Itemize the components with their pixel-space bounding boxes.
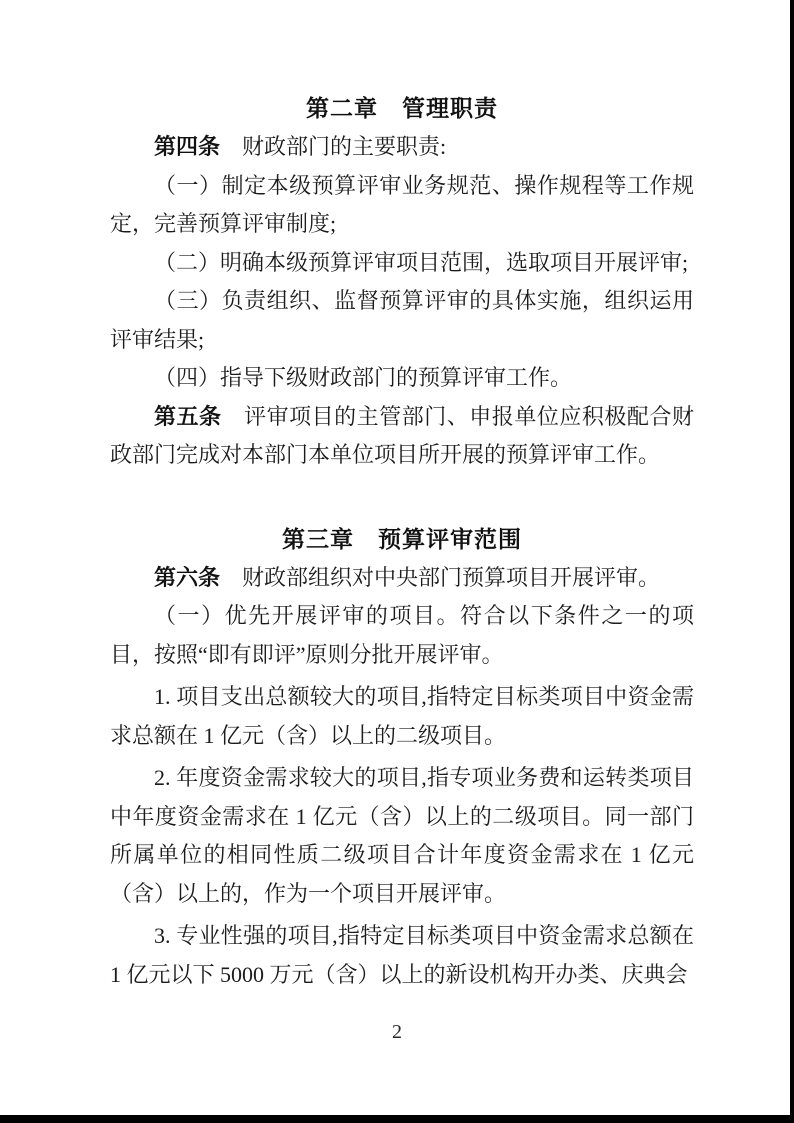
document-content: [110, 90, 694, 994]
condition-1-paragraph: [110, 678, 694, 755]
condition-2-text: 2. 年度资金需求较大的项目,指专项业务费和运转类项目中年度资金需求在 1 亿元（含）以上的二级项目。同一部门所属单位的相同性质二级项目合计年度资金需求在 1 亿元（含）以上的，作为一个项目开展评审。: [110, 765, 694, 906]
item-2-paragraph: [110, 244, 694, 283]
article-4-label: 第四条: [154, 134, 221, 159]
condition-1-text: 1. 项目支出总额较大的项目,指特定目标类项目中资金需求总额在 1 亿元（含）以上的二级项目。: [110, 684, 694, 748]
page-number: 2: [392, 1021, 402, 1043]
condition-3-paragraph: [110, 917, 694, 994]
item-1-paragraph: [110, 167, 694, 244]
article-6-label: 第六条: [154, 564, 221, 590]
article-5-paragraph: [110, 398, 694, 475]
article-5-text: 评审项目的主管部门、申报单位应积极配合财政部门完成对本部门本单位项目所开展的预算评审工作。: [110, 403, 694, 467]
chapter-3-heading: 第三章 预算评审范围: [282, 526, 522, 552]
condition-3-text: 3. 专业性强的项目,指特定目标类项目中资金需求总额在 1 亿元以下 5000 万元（含）以上的新设机构开办类、庆典会: [110, 923, 694, 987]
article-5-label: 第五条: [154, 403, 222, 429]
condition-2-paragraph: [110, 759, 694, 913]
scan-artifact-bottom-edge: [0, 1115, 794, 1123]
article-4-paragraph: [110, 128, 694, 167]
priority-item-paragraph: [110, 597, 694, 674]
item-3-text: （三）负责组织、监督预算评审的具体实施，组织运用评审结果;: [110, 288, 694, 352]
chapter-2-heading: 第二章 管理职责: [306, 96, 498, 121]
article-4-text: 财政部门的主要职责:: [220, 134, 447, 159]
item-4-text: （四）指导下级财政部门的预算评审工作。: [154, 365, 573, 390]
item-1-text: （一）制定本级预算评审业务规范、操作规程等工作规定，完善预算评审制度;: [110, 172, 694, 236]
item-2-text: （二）明确本级预算评审项目范围，选取项目开展评审;: [154, 249, 689, 275]
item-4-paragraph: [110, 359, 694, 398]
article-6-paragraph: [110, 559, 694, 598]
scan-artifact-right-edge: [790, 0, 794, 1123]
article-6-text: 财政部组织对中央部门预算项目开展评审。: [220, 564, 661, 590]
item-3-paragraph: [110, 282, 694, 359]
priority-item-text: （一）优先开展评审的项目。符合以下条件之一的项目，按照“即有即评”原则分批开展评审。: [110, 603, 694, 667]
